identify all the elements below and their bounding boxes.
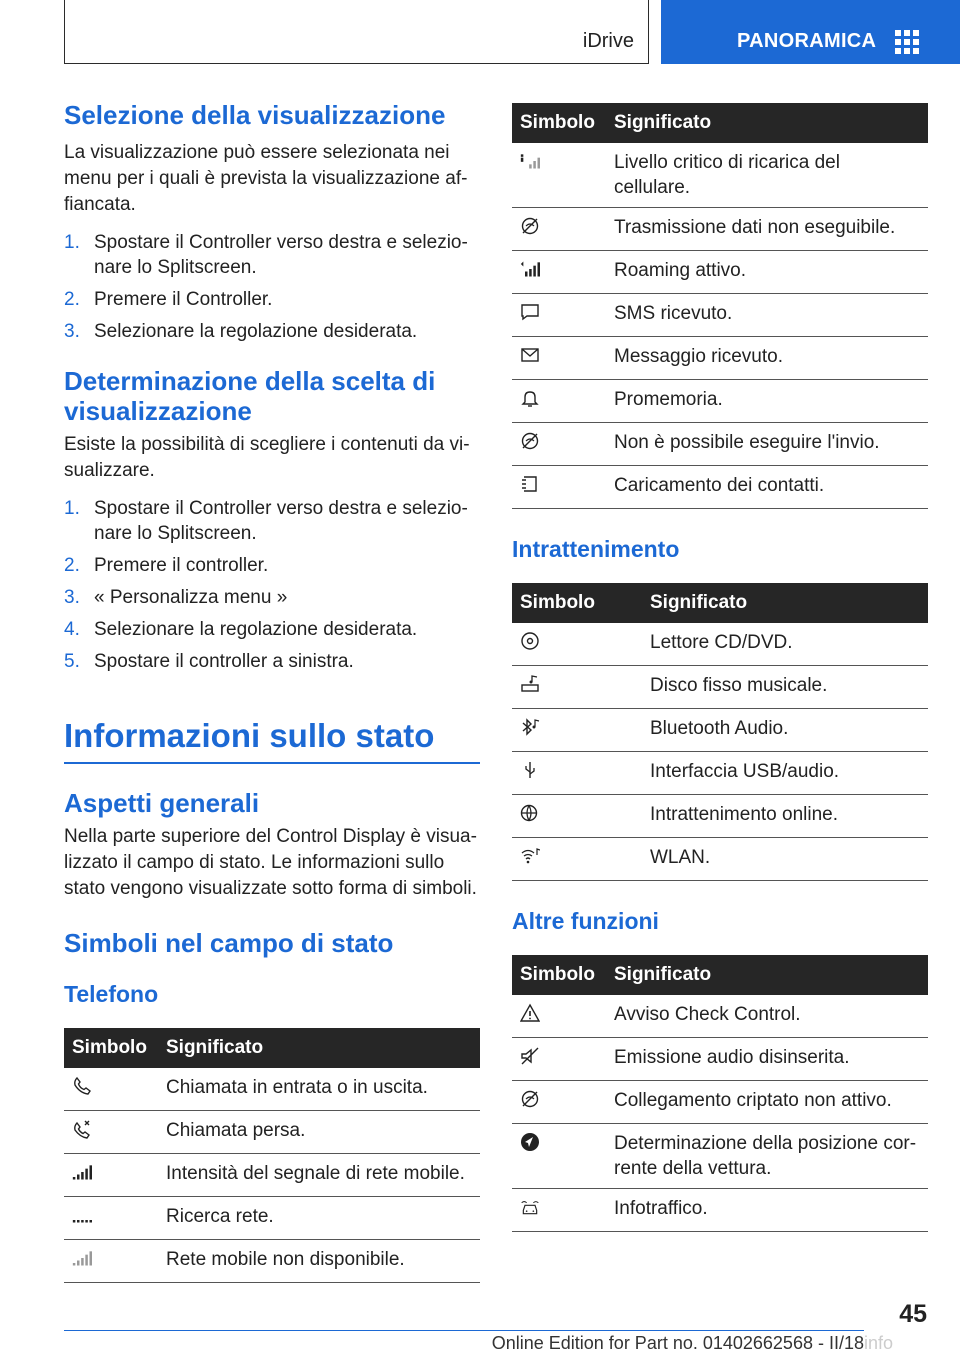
- list-item: 2. Premere il controller.: [64, 555, 269, 576]
- table-cell: Collegamento criptato non attivo.: [606, 1081, 928, 1124]
- table-row: [512, 709, 928, 752]
- list-item: 2. Premere il Controller.: [64, 289, 273, 310]
- table-row: [512, 1038, 928, 1081]
- status-symbols-heading: Simboli nel campo di stato: [64, 928, 394, 958]
- col-symbol: Simbolo: [512, 955, 606, 995]
- table-row: [512, 143, 928, 208]
- sms-icon: [520, 302, 540, 322]
- table-row: [512, 208, 928, 251]
- right-column: [512, 103, 928, 1232]
- other-functions-heading: Altre funzioni: [512, 908, 659, 934]
- table-cell: Disco fisso musicale.: [642, 666, 928, 709]
- encryption-inactive-icon: [520, 1089, 540, 1109]
- table-cell: Determinazione della posizione corrente della vettura.: [606, 1124, 928, 1189]
- battery-critical-icon: [520, 151, 540, 171]
- table-cell: Caricamento dei contatti.: [606, 466, 928, 509]
- bluetooth-audio-icon: [520, 717, 540, 737]
- table-cell: WLAN.: [642, 838, 928, 881]
- table-row: [512, 294, 928, 337]
- selection-steps: [64, 230, 480, 344]
- table-row: [512, 380, 928, 423]
- table-cell: Chiamata in entrata o in uscita.: [158, 1068, 480, 1111]
- table-cell: Ricerca rete.: [158, 1197, 480, 1240]
- roaming-icon: [520, 259, 540, 279]
- online-entertainment-icon: [520, 803, 540, 823]
- table-cell: SMS ricevuto.: [606, 294, 928, 337]
- missed-call-icon: [72, 1119, 92, 1139]
- status-info-heading: Informazioni sullo stato: [64, 716, 480, 764]
- table-cell: Emissione audio disinserita.: [606, 1038, 928, 1081]
- table-row: [512, 752, 928, 795]
- col-meaning: Significato: [642, 583, 928, 623]
- reminder-bell-icon: [520, 388, 540, 408]
- table-cell: Non è possibile eseguire l'invio.: [606, 423, 928, 466]
- selection-heading: Selezione della visualizzazione: [64, 100, 446, 130]
- position-icon: [520, 1132, 540, 1152]
- list-item: 4. Selezionare la regolazione desiderata.: [64, 619, 418, 640]
- edition-footer: Online Edition for Part no. 01402662568 - II/18: [491, 1333, 864, 1353]
- general-text: Nella parte superiore del Control Display è visualizzato il campo di stato. Le informazioni sullo stato vengono visualizzate sotto forma di simboli.: [64, 826, 477, 899]
- usb-icon: [520, 760, 540, 780]
- table-cell: Rete mobile non disponibile.: [158, 1240, 480, 1283]
- list-item: 5. Spostare il controller a sinistra.: [64, 651, 354, 672]
- list-item: 1. Spostare il Controller verso destra e selezionare lo Splitscreen.: [64, 232, 468, 278]
- col-symbol: Simbolo: [512, 103, 606, 143]
- entertainment-heading: Intrattenimento: [512, 536, 680, 562]
- wlan-icon: [520, 846, 540, 866]
- list-item: 3. « Personalizza menu »: [64, 587, 288, 608]
- table-row: [64, 1154, 480, 1197]
- col-meaning: Significato: [606, 955, 928, 995]
- table-row: [64, 1068, 480, 1111]
- table-row: [512, 838, 928, 881]
- footer-divider: [64, 1330, 864, 1331]
- determination-heading: Determinazione della scelta di visualizzazione: [64, 366, 436, 426]
- grid-menu-icon: [895, 30, 919, 52]
- table-cell: Livello critico di ricarica del cellulare.: [606, 143, 928, 208]
- left-column: [64, 100, 480, 1283]
- network-search-icon: [72, 1205, 92, 1225]
- list-item: 3. Selezionare la regolazione desiderata.: [64, 321, 418, 342]
- signal-bars-icon: [72, 1162, 92, 1182]
- table-row: [512, 251, 928, 294]
- table-cell: Interfaccia USB/audio.: [642, 752, 928, 795]
- table-row: [512, 466, 928, 509]
- contacts-loading-icon: [520, 474, 540, 494]
- table-cell: Roaming attivo.: [606, 251, 928, 294]
- table-cell: Chiamata persa.: [158, 1111, 480, 1154]
- header-section-box: [64, 0, 649, 64]
- col-symbol: Simbolo: [64, 1028, 158, 1068]
- determination-steps: [64, 496, 480, 674]
- table-cell: Messaggio ricevuto.: [606, 337, 928, 380]
- hard-disk-music-icon: [520, 674, 540, 694]
- overview-nav-button[interactable]: [661, 0, 960, 64]
- table-cell: Intensità del segnale di rete mobile.: [158, 1154, 480, 1197]
- check-control-warning-icon: [520, 1003, 540, 1023]
- selection-intro: La visualizzazione può essere selezionata nei menu per i quali è prevista la visualizzazione affiancata.: [64, 142, 468, 215]
- entertainment-symbols-table: [512, 583, 928, 881]
- table-cell: Trasmissione dati non eseguibile.: [606, 208, 928, 251]
- phone-icon: [72, 1076, 92, 1096]
- general-heading: Aspetti generali: [64, 788, 260, 818]
- send-failed-icon: [520, 431, 540, 451]
- table-row: [512, 623, 928, 666]
- page-number: 45: [899, 1300, 927, 1328]
- overview-nav-label: PANORAMICA: [737, 30, 877, 52]
- data-failed-icon: [520, 216, 540, 236]
- cd-dvd-icon: [520, 631, 540, 651]
- determination-intro: Esiste la possibilità di scegliere i contenuti da visualizzare.: [64, 434, 470, 481]
- list-item: 1. Spostare il Controller verso destra e selezionare lo Splitscreen.: [64, 498, 468, 544]
- table-row: [512, 666, 928, 709]
- table-row: [64, 1111, 480, 1154]
- table-row: [512, 995, 928, 1038]
- table-row: [512, 1081, 928, 1124]
- section-title: iDrive: [582, 30, 634, 52]
- table-cell: Intrattenimento online.: [642, 795, 928, 838]
- other-symbols-table: [512, 955, 928, 1232]
- no-network-icon: [72, 1248, 92, 1268]
- table-row: [512, 337, 928, 380]
- audio-muted-icon: [520, 1046, 540, 1066]
- table-cell: Bluetooth Audio.: [642, 709, 928, 752]
- watermark: info: [864, 1333, 894, 1353]
- table-row: [512, 423, 928, 466]
- phone-symbols-table-continued: [512, 103, 928, 509]
- table-row: [512, 795, 928, 838]
- table-row: [512, 1189, 928, 1232]
- table-row: [64, 1197, 480, 1240]
- table-row: [64, 1240, 480, 1283]
- table-row: [512, 1124, 928, 1189]
- col-meaning: Significato: [158, 1028, 480, 1068]
- phone-heading: Telefono: [64, 981, 159, 1007]
- table-cell: Lettore CD/DVD.: [642, 623, 928, 666]
- col-meaning: Significato: [606, 103, 928, 143]
- table-cell: Promemoria.: [606, 380, 928, 423]
- phone-symbols-table: [64, 1028, 480, 1283]
- table-cell: Infotraffico.: [606, 1189, 928, 1232]
- col-symbol: Simbolo: [512, 583, 642, 623]
- traffic-info-icon: [520, 1197, 540, 1217]
- message-icon: [520, 345, 540, 365]
- table-cell: Avviso Check Control.: [606, 995, 928, 1038]
